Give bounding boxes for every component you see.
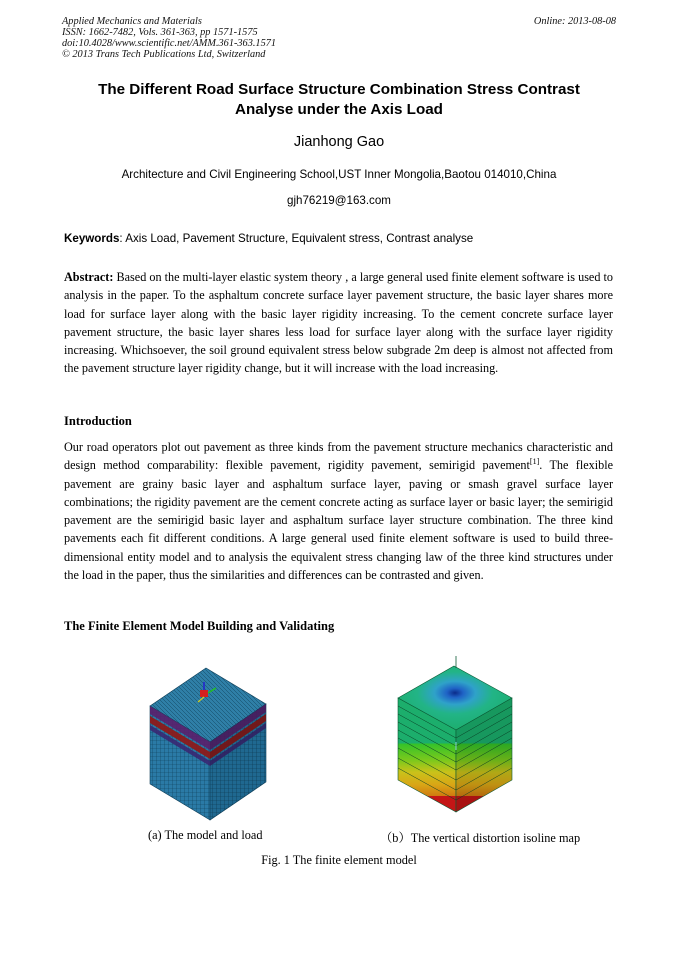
author-email[interactable]: gjh76219@163.com [287, 194, 391, 207]
intro-text-1: Our road operators plot out pavement as three kinds from the pavement structure mechanics characteristic and design method comparability: flexible pavement, rigidity pavement, semirigid pavement [64, 440, 613, 473]
keywords-label: Keywords [64, 232, 120, 245]
journal-header [62, 16, 616, 60]
copyright-line: © 2013 Trans Tech Publications Ltd, Switzerland [62, 49, 266, 60]
reference-marker[interactable]: [1] [529, 457, 540, 467]
journal-name: Applied Mechanics and Materials [62, 16, 202, 27]
title-line-2: Analyse under the Axis Load [235, 101, 443, 118]
affiliation: Architecture and Civil Engineering School,UST Inner Mongolia,Baotou 014010,China [121, 168, 557, 181]
keywords-text: : Axis Load, Pavement Structure, Equivalent stress, Contrast analyse [119, 232, 474, 245]
figure-b-caption: （b）The vertical distortion isoline map [380, 831, 581, 845]
title-line-1: The Different Road Surface Structure Combination Stress Contrast [98, 81, 580, 98]
intro-text-2: . The flexible pavement are grainy basic layer and asphaltum surface layer, paving or smash gravel surface layer combinations; the rigidity pavement are the cement concrete acting as surface layer or basic layer; the semirigid pavement are the semirigid basic layer and asphaltum surface layer structure combination. The three kind pavements each fit different conditions. A large general used finite element software is used to build three-dimensional entity model and to analysis the equivalent stress changing law of the three kind structures under the load in the paper, thus the similarities and differences can be contrasted and given. [64, 458, 614, 583]
abstract [64, 268, 613, 378]
fem-section-heading: The Finite Element Model Building and Validating [64, 619, 335, 633]
author-name: Jianhong Gao [293, 134, 385, 150]
online-date: Online: 2013-08-08 [533, 16, 616, 27]
issn-line: ISSN: 1662-7482, Vols. 361-363, pp 1571-1575 [62, 27, 258, 38]
introduction-heading: Introduction [64, 414, 132, 428]
paper-title [62, 80, 616, 120]
figure-caption: Fig. 1 The finite element model [261, 853, 417, 867]
doi-line: doi:10.4028/www.scientific.net/AMM.361-363.1571 [62, 38, 277, 49]
abstract-text: Based on the multi-layer elastic system theory , a large general used finite element software is used to analysis in the paper. To the asphaltum concrete surface layer pavement structure, the basic layer shares more load for surface layer along with the basic layer rigidity increasing. To the cement concrete surface layer pavement structure, the basic layer shares less load for surface layer along with the surface layer rigidity increasing. Whichsoever, the soil ground equivalent stress below subgrade 2m deep is almost not affected from the pavement structure layer rigidity change, but it will increase with the load increasing. [64, 270, 613, 376]
abstract-label: Abstract: [64, 270, 114, 284]
figure-a-caption: (a) The model and load [148, 828, 263, 842]
keywords [64, 232, 616, 245]
introduction-paragraph [64, 438, 613, 584]
figure-b-isoline-map [396, 654, 521, 814]
figure-a-model [148, 664, 288, 822]
